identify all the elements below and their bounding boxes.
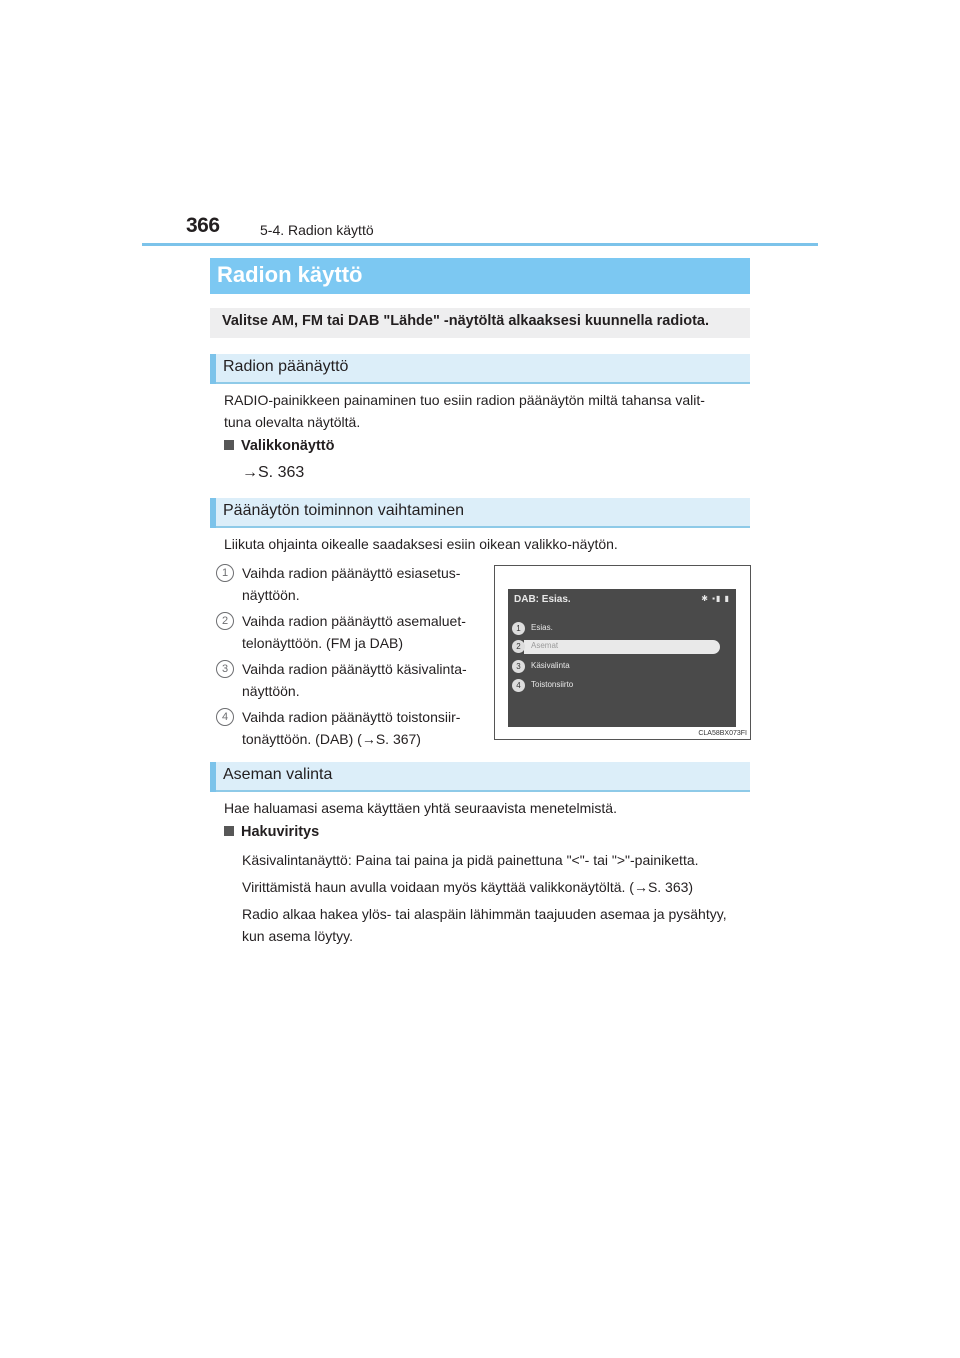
- subheading-station: [210, 762, 750, 792]
- screen-row-label: Asemat: [531, 641, 559, 650]
- subheading-station-title: Aseman valinta: [223, 766, 333, 783]
- page-reference-link[interactable]: →S. 363: [242, 464, 305, 481]
- numbered-item-line-1: Vaihda radion päänäyttö toistonsiir-: [242, 709, 461, 725]
- numbered-item-line-1: Vaihda radion päänäyttö esiasetus-: [242, 565, 461, 581]
- station-paragraph: Hae haluamasi asema käyttäen yhtä seuraavista menetelmistä.: [224, 800, 617, 816]
- subheading-switching-title: Päänäytön toiminnon vaihtaminen: [223, 502, 465, 519]
- main-screen-paragraph-line-1: RADIO-painikkeen painaminen tuo esiin radion päänäytön miltä tahansa valit-: [224, 392, 705, 408]
- numbered-item-line-2: näyttöön.: [242, 587, 300, 603]
- switching-paragraph: Liikuta ohjainta oikealle saadaksesi esiin oikean valikko-näytön.: [224, 536, 618, 552]
- subheading-accent-bar: [210, 762, 216, 792]
- seek-line-3-part-2: kun asema löytyy.: [242, 928, 354, 944]
- subheading-accent-bar: [210, 498, 216, 528]
- subheading-main-screen: [210, 354, 750, 384]
- numbered-item-text: [242, 610, 482, 654]
- numbered-item-line-2: tonäyttöön. (DAB) (→S. 367): [242, 731, 421, 747]
- screen-row-label: Esias.: [531, 623, 553, 632]
- numbered-item-line-1: Vaihda radion päänäyttö käsivalinta-: [242, 661, 467, 677]
- numbered-item-line-1: Vaihda radion päänäyttö asemaluet-: [242, 613, 466, 629]
- seek-line-3-part-1: Radio alkaa hakea ylös- tai alaspäin lähimmän taajuuden asemaa ja pysähtyy,: [242, 906, 727, 922]
- square-bullet-icon: [224, 826, 234, 836]
- radio-display: [508, 589, 736, 727]
- number-badge-icon: 2: [216, 612, 234, 630]
- numbered-item-line-2: näyttöön.: [242, 683, 300, 699]
- screen-row-number: 1: [512, 622, 525, 635]
- section-title-banner: [210, 258, 750, 294]
- screen-row-number: 4: [512, 679, 525, 692]
- radio-screen-illustration: [494, 565, 751, 740]
- chapter-breadcrumb: 5-4. Radion käyttö: [260, 222, 374, 238]
- numbered-item-text: [242, 658, 482, 702]
- subheading-accent-bar: [210, 354, 216, 384]
- bullet-seek-tuning: [224, 824, 319, 840]
- screen-row-number: 3: [512, 660, 525, 673]
- numbered-item-text: [242, 706, 482, 750]
- screen-menu-row: [512, 660, 716, 675]
- section-title: Radion käyttö: [217, 262, 363, 287]
- numbered-item-text: [242, 562, 482, 606]
- page-number: 366: [186, 214, 220, 237]
- number-badge-icon: 1: [216, 564, 234, 582]
- square-bullet-icon: [224, 440, 234, 450]
- main-screen-paragraph: [224, 389, 748, 433]
- screen-row-label: Toistonsiirto: [531, 680, 574, 689]
- seek-line-3: [242, 903, 752, 947]
- intro-text: Valitse AM, FM tai DAB "Lähde" -näytöltä alkaaksesi kuunnella radiota.: [222, 313, 710, 329]
- numbered-item-line-2: telonäyttöön. (FM ja DAB): [242, 635, 404, 651]
- screen-title: DAB: Esias.: [514, 594, 571, 605]
- screen-menu-row-selected: [512, 640, 716, 655]
- screen-row-number: 2: [512, 640, 525, 653]
- subheading-switching: [210, 498, 750, 528]
- seek-line-1: Käsivalintanäyttö: Paina tai paina ja pidä painettuna "<"- tai ">"-painiketta.: [242, 852, 699, 868]
- screen-menu-row: [512, 622, 716, 637]
- seek-line-2: Virittämistä haun avulla voidaan myös käyttää valikkonäytöltä. (→S. 363): [242, 879, 694, 895]
- bullet-menu-screen-label: Valikkonäyttö: [241, 438, 335, 454]
- main-screen-paragraph-line-2: tuna olevalta näytöltä.: [224, 414, 361, 430]
- number-badge-icon: 4: [216, 708, 234, 726]
- bullet-seek-tuning-label: Hakuviritys: [241, 824, 320, 840]
- number-badge-icon: 3: [216, 660, 234, 678]
- intro-box: [210, 308, 750, 338]
- subheading-main-screen-title: Radion päänäyttö: [223, 358, 349, 375]
- signal-status-icon: ✱ ▪▮ ▮: [701, 594, 730, 603]
- illustration-code: CLA58BX073FI: [698, 730, 747, 737]
- screen-menu-row: [512, 679, 716, 694]
- screen-row-label: Käsivalinta: [531, 661, 570, 670]
- header-divider: [142, 243, 818, 246]
- bullet-menu-screen: [224, 438, 334, 454]
